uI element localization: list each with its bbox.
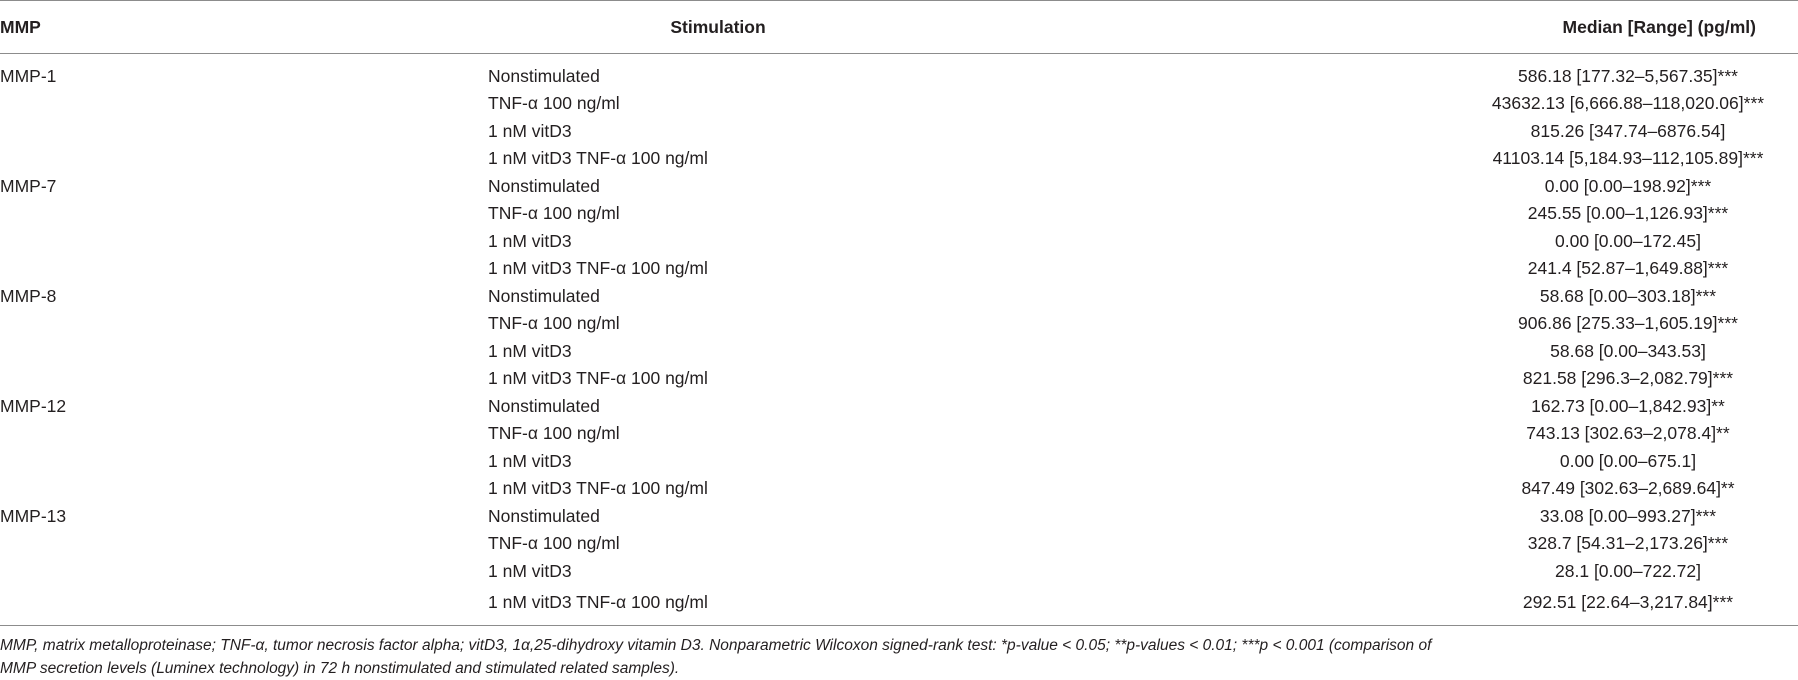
table-row [0, 118, 1798, 146]
cell-median-range: 41103.14 [5,184.93–112,105.89]*** [1492, 148, 1764, 169]
table-row [0, 420, 1798, 448]
cell-median-range: 162.73 [0.00–1,842.93]** [1531, 395, 1725, 416]
cell-median-range: 0.00 [0.00–675.1] [1559, 450, 1697, 471]
cell-median-range-wrapper [1244, 283, 1798, 311]
table-row [0, 475, 1798, 503]
cell-median-range-wrapper [1244, 228, 1798, 256]
table-row [0, 90, 1798, 118]
cell-stimulation: 1 nM vitD3 [488, 340, 572, 361]
cell-median-range-wrapper [1244, 310, 1798, 338]
table-row [0, 200, 1798, 228]
cell-mmp: MMP-13 [0, 505, 67, 526]
cell-mmp [0, 558, 488, 586]
cell-mmp [0, 365, 488, 393]
cell-stimulation: 1 nM vitD3 [488, 560, 572, 581]
cell-median-range: 815.26 [347.74–6876.54] [1530, 120, 1726, 141]
cell-stimulation: 1 nM vitD3 [488, 120, 572, 141]
cell-mmp [0, 585, 488, 626]
cell-mmp: MMP-1 [0, 65, 57, 86]
cell-median-range: 743.13 [302.63–2,078.4]** [1526, 423, 1730, 444]
cell-mmp [0, 255, 488, 283]
cell-stimulation: TNF-α 100 ng/ml [488, 203, 620, 224]
cell-stimulation: TNF-α 100 ng/ml [488, 423, 620, 444]
cell-median-range-wrapper [1244, 475, 1798, 503]
cell-median-range: 328.7 [54.31–2,173.26]*** [1527, 533, 1729, 554]
table-footnote: MMP, matrix metalloproteinase; TNF-α, tumor necrosis factor alpha; vitD3, 1α,25-dihydroxy vitamin D3. Nonparametric Wilcoxon signed-rank test: *p-value < 0.05; **p-values < 0.01; ***p < 0.001 (comparison of MMP secretion levels (Luminex technology) in 72 h nonstimulated and stimulated related samples). [0, 637, 1432, 677]
cell-stimulation: TNF-α 100 ng/ml [488, 93, 620, 114]
cell-stimulation: 1 nM vitD3 [488, 450, 572, 471]
cell-stimulation: Nonstimulated [488, 395, 600, 416]
cell-median-range-wrapper [1244, 118, 1798, 146]
cell-stimulation: 1 nM vitD3 TNF-α 100 ng/ml [488, 478, 708, 499]
cell-stimulation: TNF-α 100 ng/ml [488, 313, 620, 334]
cell-median-range: 43632.13 [6,666.88–118,020.06]*** [1491, 93, 1765, 114]
cell-median-range: 28.1 [0.00–722.72] [1555, 560, 1701, 581]
header-stimulation: Stimulation [670, 16, 766, 37]
cell-stimulation: TNF-α 100 ng/ml [488, 533, 620, 554]
cell-stimulation: 1 nM vitD3 [488, 230, 572, 251]
cell-median-range-wrapper [1244, 503, 1798, 531]
table-row [0, 503, 1798, 531]
cell-median-range-wrapper [1244, 200, 1798, 228]
cell-stimulation: Nonstimulated [488, 285, 600, 306]
cell-median-range-wrapper [1244, 558, 1798, 586]
cell-stimulation: 1 nM vitD3 TNF-α 100 ng/ml [488, 591, 708, 612]
cell-mmp [0, 338, 488, 366]
table-row [0, 393, 1798, 421]
header-mmp: MMP [0, 16, 41, 37]
cell-median-range-wrapper [1244, 255, 1798, 283]
cell-median-range: 847.49 [302.63–2,689.64]** [1521, 478, 1735, 499]
cell-mmp [0, 420, 488, 448]
cell-mmp [0, 448, 488, 476]
cell-stimulation: Nonstimulated [488, 65, 600, 86]
table-row [0, 310, 1798, 338]
cell-mmp [0, 530, 488, 558]
cell-median-range-wrapper [1244, 530, 1798, 558]
cell-median-range-wrapper [1244, 338, 1798, 366]
cell-median-range-wrapper [1244, 420, 1798, 448]
cell-mmp: MMP-8 [0, 285, 57, 306]
table-row [0, 173, 1798, 201]
table-body [0, 54, 1798, 626]
cell-stimulation: Nonstimulated [488, 175, 600, 196]
header-median-range: Median [Range] (pg/ml) [1562, 16, 1756, 37]
cell-median-range: 292.51 [22.64–3,217.84]*** [1522, 591, 1734, 612]
cell-mmp [0, 118, 488, 146]
cell-median-range-wrapper [1244, 365, 1798, 393]
cell-mmp [0, 475, 488, 503]
cell-median-range: 245.55 [0.00–1,126.93]*** [1527, 203, 1729, 224]
cell-mmp [0, 145, 488, 173]
cell-mmp [0, 310, 488, 338]
cell-median-range: 821.58 [296.3–2,082.79]*** [1522, 368, 1734, 389]
cell-median-range: 33.08 [0.00–993.27]*** [1539, 505, 1717, 526]
table-row [0, 338, 1798, 366]
cell-stimulation: 1 nM vitD3 TNF-α 100 ng/ml [488, 148, 708, 169]
cell-median-range-wrapper [1244, 448, 1798, 476]
table-row [0, 530, 1798, 558]
table-row [0, 283, 1798, 311]
table-header [0, 1, 1798, 54]
cell-median-range-wrapper [1244, 585, 1798, 626]
cell-mmp [0, 90, 488, 118]
cell-mmp [0, 200, 488, 228]
cell-stimulation: Nonstimulated [488, 505, 600, 526]
cell-mmp [0, 228, 488, 256]
cell-median-range-wrapper [1244, 393, 1798, 421]
table-row [0, 255, 1798, 283]
cell-median-range-wrapper [1244, 54, 1798, 91]
cell-median-range: 906.86 [275.33–1,605.19]*** [1518, 313, 1738, 334]
cell-median-range: 0.00 [0.00–172.45] [1555, 230, 1701, 251]
table-row [0, 365, 1798, 393]
cell-median-range: 58.68 [0.00–343.53] [1550, 340, 1706, 361]
table-row [0, 585, 1798, 626]
cell-median-range: 58.68 [0.00–303.18]*** [1539, 285, 1717, 306]
cell-median-range-wrapper [1244, 173, 1798, 201]
table-row [0, 145, 1798, 173]
table-row [0, 558, 1798, 586]
table-row [0, 54, 1798, 91]
cell-median-range-wrapper [1244, 90, 1798, 118]
cell-mmp: MMP-12 [0, 395, 67, 416]
cell-mmp: MMP-7 [0, 175, 57, 196]
cell-median-range: 0.00 [0.00–198.92]*** [1544, 175, 1712, 196]
cell-median-range-wrapper [1244, 145, 1798, 173]
header-row [0, 1, 1798, 54]
cell-median-range: 241.4 [52.87–1,649.88]*** [1527, 258, 1729, 279]
cell-median-range: 586.18 [177.32–5,567.35]*** [1518, 65, 1738, 86]
cell-stimulation: 1 nM vitD3 TNF-α 100 ng/ml [488, 258, 708, 279]
cell-stimulation: 1 nM vitD3 TNF-α 100 ng/ml [488, 368, 708, 389]
table-row [0, 448, 1798, 476]
table-row [0, 228, 1798, 256]
